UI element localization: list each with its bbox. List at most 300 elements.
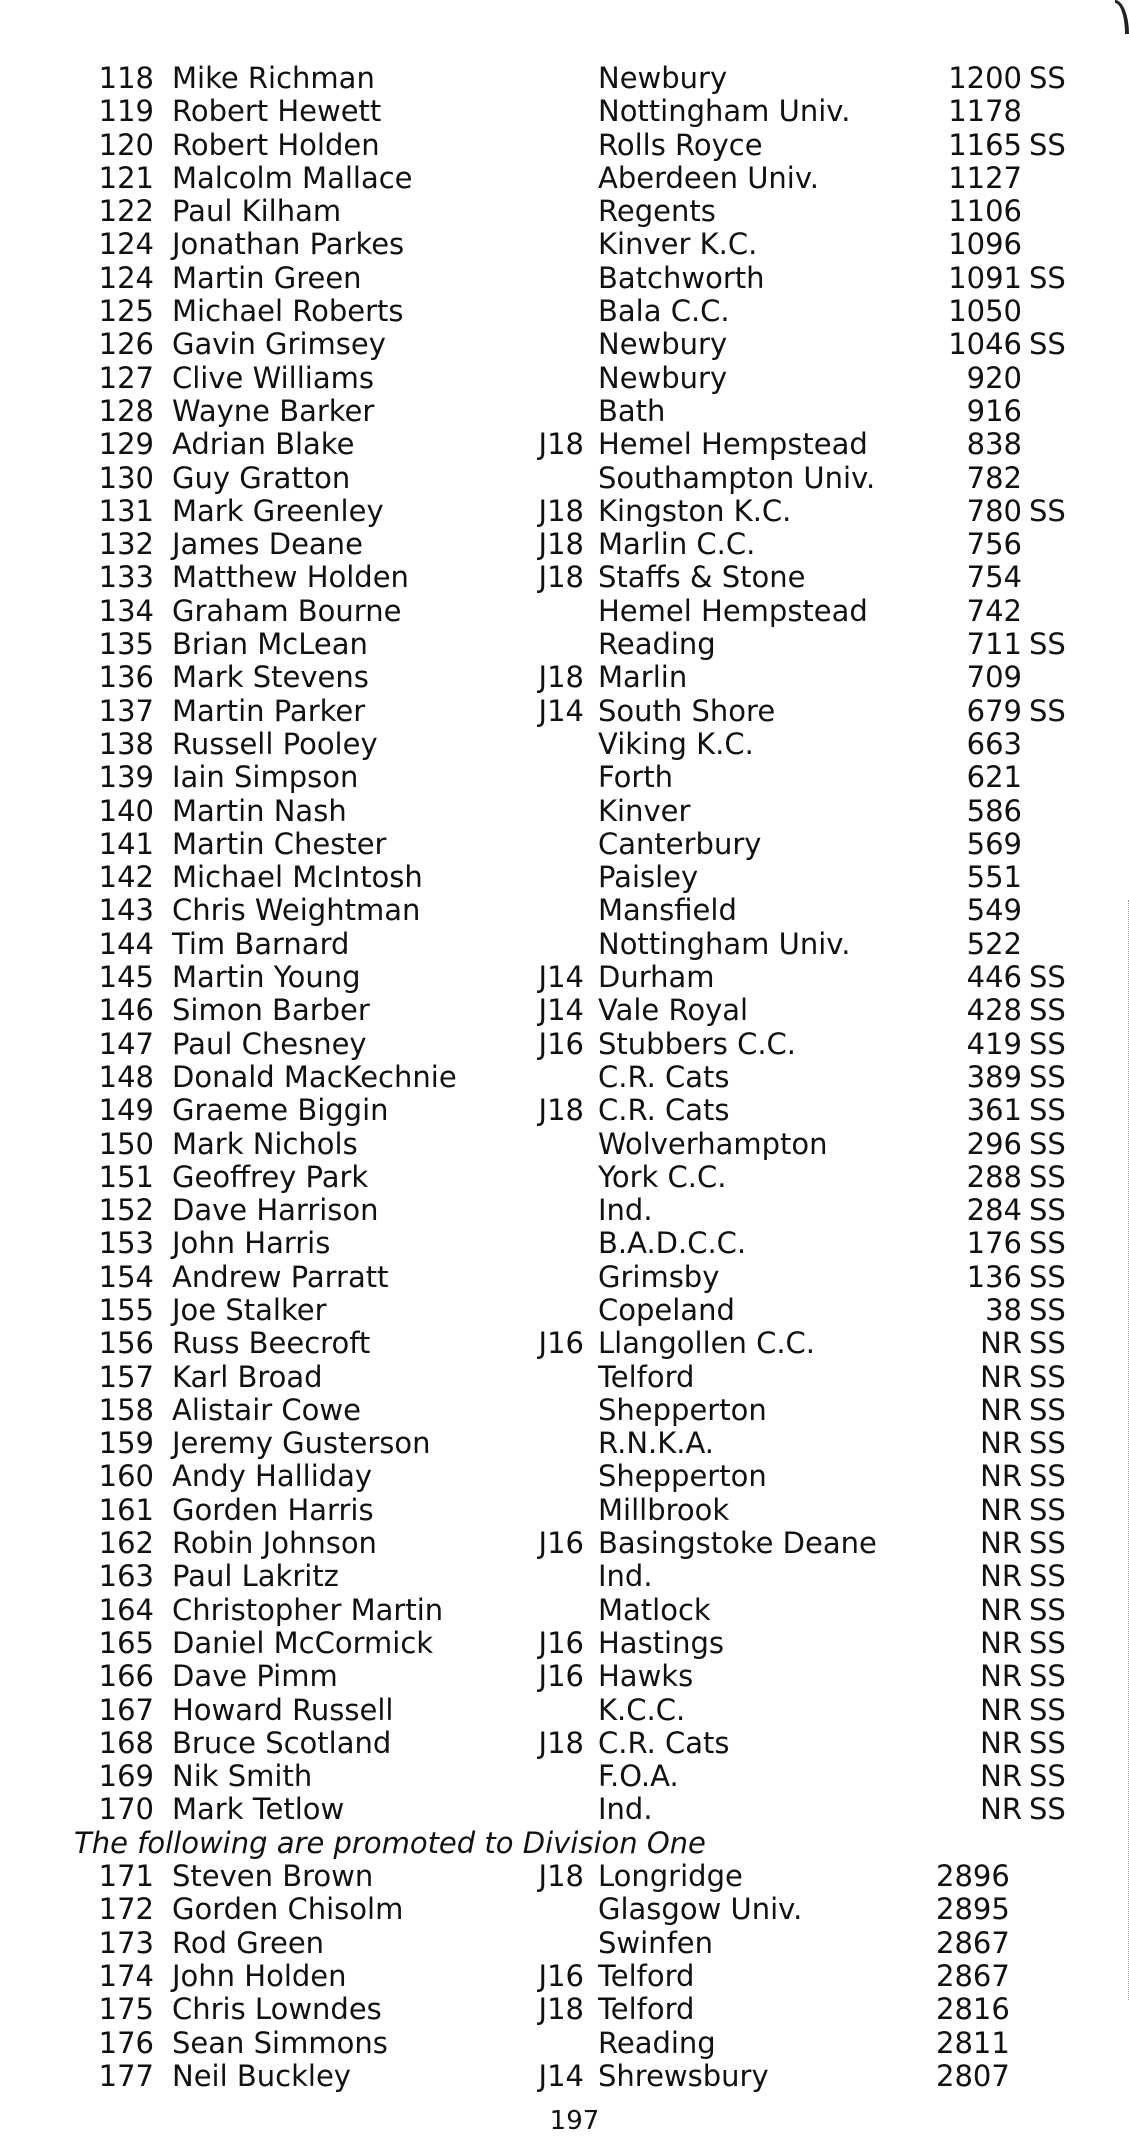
table-row xyxy=(0,1094,1129,1127)
rank-number: 148 xyxy=(98,1059,154,1094)
ranking-score: 2816 xyxy=(936,1992,1010,2027)
player-name: Tim Barnard xyxy=(172,926,350,961)
table-row xyxy=(0,1660,1129,1693)
table-row xyxy=(0,1860,1129,1893)
club-name: Ind. xyxy=(598,1559,653,1594)
table-row xyxy=(0,62,1129,95)
table-row xyxy=(0,162,1129,195)
status-flag: SS xyxy=(1029,327,1066,362)
table-row xyxy=(0,595,1129,628)
ranking-score: 711 xyxy=(966,627,1022,662)
rank-number: 160 xyxy=(98,1459,154,1494)
junior-category: J16 xyxy=(538,1625,584,1660)
rank-number: 121 xyxy=(98,160,154,195)
club-name: C.R. Cats xyxy=(598,1725,730,1760)
page-number: 197 xyxy=(549,2106,600,2136)
rank-number: 150 xyxy=(98,1126,154,1161)
rank-number: 174 xyxy=(98,1958,154,1993)
ranking-score: 176 xyxy=(966,1226,1022,1261)
club-name: Hawks xyxy=(598,1659,694,1694)
ranking-score: 2895 xyxy=(936,1892,1010,1927)
table-row xyxy=(0,728,1129,761)
status-flag: SS xyxy=(1029,1326,1066,1361)
status-flag: SS xyxy=(1029,1126,1066,1161)
club-name: Longridge xyxy=(598,1859,743,1894)
club-name: B.A.D.C.C. xyxy=(598,1226,747,1261)
ranking-score: 549 xyxy=(966,893,1022,928)
player-name: Steven Brown xyxy=(172,1859,374,1894)
ranking-score: 920 xyxy=(966,360,1022,395)
player-name: Martin Parker xyxy=(172,693,366,728)
table-row xyxy=(0,1594,1129,1627)
ranking-score: NR xyxy=(980,1526,1022,1561)
ranking-score: 621 xyxy=(966,760,1022,795)
ranking-score: 2811 xyxy=(936,2025,1010,2060)
table-row xyxy=(0,1194,1129,1227)
rank-number: 161 xyxy=(98,1492,154,1527)
player-name: Mark Greenley xyxy=(172,493,384,528)
ranking-score: 780 xyxy=(966,493,1022,528)
ranking-score: 586 xyxy=(966,793,1022,828)
player-name: Russ Beecroft xyxy=(172,1326,371,1361)
rank-number: 142 xyxy=(98,860,154,895)
rank-number: 146 xyxy=(98,993,154,1028)
ranking-score: 2867 xyxy=(936,1925,1010,1960)
table-row xyxy=(0,262,1129,295)
player-name: Rod Green xyxy=(172,1925,325,1960)
rank-number: 149 xyxy=(98,1093,154,1128)
table-row xyxy=(0,1694,1129,1727)
player-name: Andrew Parratt xyxy=(172,1259,389,1294)
player-name: John Harris xyxy=(172,1226,331,1261)
rank-number: 166 xyxy=(98,1659,154,1694)
player-name: Neil Buckley xyxy=(172,2058,351,2093)
club-name: Marlin xyxy=(598,660,688,695)
club-name: Nottingham Univ. xyxy=(598,94,851,129)
rank-number: 145 xyxy=(98,960,154,995)
club-name: C.R. Cats xyxy=(598,1059,730,1094)
ranking-score: 1050 xyxy=(948,294,1022,329)
status-flag: SS xyxy=(1029,693,1066,728)
ranking-score: 551 xyxy=(966,860,1022,895)
rank-number: 125 xyxy=(98,294,154,329)
table-row xyxy=(0,1527,1129,1560)
rank-number: 175 xyxy=(98,1992,154,2027)
club-name: R.N.K.A. xyxy=(598,1426,715,1461)
player-name: Robert Holden xyxy=(172,127,380,162)
ranking-score: 782 xyxy=(966,460,1022,495)
ranking-score: 288 xyxy=(966,1159,1022,1194)
ranking-score: 1046 xyxy=(948,327,1022,362)
club-name: Kinver xyxy=(598,793,691,828)
club-name: Durham xyxy=(598,960,715,995)
rank-number: 167 xyxy=(98,1692,154,1727)
player-name: Jonathan Parkes xyxy=(172,227,405,262)
ranking-score: NR xyxy=(980,1625,1022,1660)
rank-number: 136 xyxy=(98,660,154,695)
junior-category: J18 xyxy=(538,1725,584,1760)
status-flag: SS xyxy=(1029,960,1066,995)
table-row xyxy=(0,1993,1129,2026)
player-name: Graeme Biggin xyxy=(172,1093,389,1128)
status-flag: SS xyxy=(1029,1625,1066,1660)
club-name: Reading xyxy=(598,627,716,662)
player-name: Geoffrey Park xyxy=(172,1159,369,1194)
club-name: Staffs & Stone xyxy=(598,560,806,595)
club-name: Llangollen C.C. xyxy=(598,1326,816,1361)
table-row xyxy=(0,1927,1129,1960)
status-flag: SS xyxy=(1029,1026,1066,1061)
table-row xyxy=(0,861,1129,894)
rank-number: 162 xyxy=(98,1526,154,1561)
junior-category: J18 xyxy=(538,527,584,562)
rank-number: 154 xyxy=(98,1259,154,1294)
rank-number: 144 xyxy=(98,926,154,961)
status-flag: SS xyxy=(1029,627,1066,662)
club-name: South Shore xyxy=(598,693,776,728)
club-name: Shepperton xyxy=(598,1392,767,1427)
ranking-score: 709 xyxy=(966,660,1022,695)
player-name: Robin Johnson xyxy=(172,1526,377,1561)
rank-number: 120 xyxy=(98,127,154,162)
table-row xyxy=(0,1793,1129,1826)
status-flag: SS xyxy=(1029,1259,1066,1294)
table-row xyxy=(0,362,1129,395)
player-name: Joe Stalker xyxy=(172,1292,327,1327)
table-row xyxy=(0,1227,1129,1260)
club-name: Kinver K.C. xyxy=(598,227,758,262)
player-name: Martin Nash xyxy=(172,793,347,828)
status-flag: SS xyxy=(1029,1659,1066,1694)
rank-number: 131 xyxy=(98,493,154,528)
rank-number: 119 xyxy=(98,94,154,129)
table-row xyxy=(0,395,1129,428)
ranking-score: 1096 xyxy=(948,227,1022,262)
player-name: Sean Simmons xyxy=(172,2025,388,2060)
rank-number: 137 xyxy=(98,693,154,728)
club-name: Telford xyxy=(598,1958,695,1993)
rank-number: 147 xyxy=(98,1026,154,1061)
player-name: Adrian Blake xyxy=(172,427,355,462)
player-name: Paul Lakritz xyxy=(172,1559,339,1594)
rank-number: 172 xyxy=(98,1892,154,1927)
club-name: Southampton Univ. xyxy=(598,460,876,495)
rank-number: 133 xyxy=(98,560,154,595)
ranking-score: 1091 xyxy=(948,260,1022,295)
player-name: Clive Williams xyxy=(172,360,374,395)
player-name: Gavin Grimsey xyxy=(172,327,386,362)
club-name: C.R. Cats xyxy=(598,1093,730,1128)
rank-number: 127 xyxy=(98,360,154,395)
player-name: Mike Richman xyxy=(172,61,375,95)
rank-number: 173 xyxy=(98,1925,154,1960)
table-row xyxy=(0,628,1129,661)
club-name: Matlock xyxy=(598,1592,711,1627)
player-name: Wayne Barker xyxy=(172,393,375,428)
rank-number: 129 xyxy=(98,427,154,462)
rank-number: 128 xyxy=(98,393,154,428)
rank-number: 132 xyxy=(98,527,154,562)
table-row xyxy=(0,1394,1129,1427)
table-row xyxy=(0,961,1129,994)
club-name: Paisley xyxy=(598,860,699,895)
junior-category: J16 xyxy=(538,1659,584,1694)
ranking-score: 419 xyxy=(966,1026,1022,1061)
player-name: Brian McLean xyxy=(172,627,368,662)
table-row xyxy=(0,1494,1129,1527)
club-name: Kingston K.C. xyxy=(598,493,792,528)
ranking-score: 569 xyxy=(966,826,1022,861)
table-row xyxy=(0,428,1129,461)
ranking-score: 1200 xyxy=(948,61,1022,95)
junior-category: J14 xyxy=(538,993,584,1028)
table-row xyxy=(0,495,1129,528)
player-name: James Deane xyxy=(172,527,363,562)
table-row xyxy=(0,1061,1129,1094)
rank-number: 158 xyxy=(98,1392,154,1427)
player-name: Martin Green xyxy=(172,260,362,295)
rank-number: 134 xyxy=(98,593,154,628)
status-flag: SS xyxy=(1029,1526,1066,1561)
table-row xyxy=(0,761,1129,794)
club-name: Glasgow Univ. xyxy=(598,1892,803,1927)
status-flag: SS xyxy=(1029,1226,1066,1261)
player-name: Howard Russell xyxy=(172,1692,394,1727)
table-row xyxy=(0,2027,1129,2060)
status-flag: SS xyxy=(1029,1359,1066,1394)
player-name: Michael McIntosh xyxy=(172,860,423,895)
status-flag: SS xyxy=(1029,1592,1066,1627)
club-name: K.C.C. xyxy=(598,1692,686,1727)
ranking-score: 296 xyxy=(966,1126,1022,1161)
club-name: Ind. xyxy=(598,1792,653,1827)
table-row xyxy=(0,894,1129,927)
division-rankings xyxy=(0,62,1129,1827)
table-row xyxy=(0,1028,1129,1061)
rank-number: 124 xyxy=(98,260,154,295)
ranking-score: 916 xyxy=(966,393,1022,428)
player-name: Bruce Scotland xyxy=(172,1725,392,1760)
club-name: Regents xyxy=(598,194,716,229)
table-row xyxy=(0,561,1129,594)
table-row xyxy=(0,1893,1129,1926)
club-name: Swinfen xyxy=(598,1925,713,1960)
rank-number: 118 xyxy=(98,61,154,95)
rank-number: 176 xyxy=(98,2025,154,2060)
player-name: Martin Chester xyxy=(172,826,387,861)
table-row xyxy=(0,1727,1129,1760)
club-name: Shepperton xyxy=(598,1459,767,1494)
club-name: Millbrook xyxy=(598,1492,730,1527)
club-name: Newbury xyxy=(598,61,728,95)
player-name: Simon Barber xyxy=(172,993,370,1028)
table-row xyxy=(0,1560,1129,1593)
player-name: Karl Broad xyxy=(172,1359,323,1394)
table-row xyxy=(0,1427,1129,1460)
rank-number: 156 xyxy=(98,1326,154,1361)
ranking-score: NR xyxy=(980,1359,1022,1394)
table-row xyxy=(0,462,1129,495)
promoted-heading: The following are promoted to Division One xyxy=(74,1825,706,1860)
player-name: Dave Harrison xyxy=(172,1193,379,1228)
status-flag: SS xyxy=(1029,260,1066,295)
club-name: Rolls Royce xyxy=(598,127,763,162)
ranking-score: 38 xyxy=(985,1292,1022,1327)
club-name: Copeland xyxy=(598,1292,735,1327)
club-name: Bala C.C. xyxy=(598,294,730,329)
club-name: Bath xyxy=(598,393,666,428)
player-name: Mark Stevens xyxy=(172,660,369,695)
rank-number: 177 xyxy=(98,2058,154,2093)
rank-number: 126 xyxy=(98,327,154,362)
rank-number: 151 xyxy=(98,1159,154,1194)
rank-number: 140 xyxy=(98,793,154,828)
table-row xyxy=(0,695,1129,728)
table-row xyxy=(0,661,1129,694)
club-name: Aberdeen Univ. xyxy=(598,160,819,195)
player-name: Mark Tetlow xyxy=(172,1792,345,1827)
club-name: Batchworth xyxy=(598,260,765,295)
table-row xyxy=(0,295,1129,328)
status-flag: SS xyxy=(1029,1292,1066,1327)
junior-category: J18 xyxy=(538,1859,584,1894)
table-row xyxy=(0,1261,1129,1294)
club-name: Hastings xyxy=(598,1625,725,1660)
ranking-score: 838 xyxy=(966,427,1022,462)
ranking-score: 679 xyxy=(966,693,1022,728)
rank-number: 159 xyxy=(98,1426,154,1461)
table-row xyxy=(0,228,1129,261)
rank-number: 124 xyxy=(98,227,154,262)
status-flag: SS xyxy=(1029,61,1066,95)
junior-category: J18 xyxy=(538,1992,584,2027)
rank-number: 168 xyxy=(98,1725,154,1760)
ranking-score: 756 xyxy=(966,527,1022,562)
player-name: Christopher Martin xyxy=(172,1592,444,1627)
rank-number: 171 xyxy=(98,1859,154,1894)
table-row xyxy=(0,795,1129,828)
ranking-score: 2896 xyxy=(936,1859,1010,1894)
club-name: Viking K.C. xyxy=(598,726,754,761)
player-name: Andy Halliday xyxy=(172,1459,373,1494)
rank-number: 155 xyxy=(98,1292,154,1327)
player-name: Chris Lowndes xyxy=(172,1992,382,2027)
player-name: Iain Simpson xyxy=(172,760,359,795)
junior-category: J16 xyxy=(538,1958,584,1993)
player-name: Daniel McCormick xyxy=(172,1625,434,1660)
junior-category: J14 xyxy=(538,693,584,728)
ranking-score: 361 xyxy=(966,1093,1022,1128)
status-flag: SS xyxy=(1029,1426,1066,1461)
club-name: Newbury xyxy=(598,327,728,362)
ranking-score: 754 xyxy=(966,560,1022,595)
junior-category: J18 xyxy=(538,560,584,595)
status-flag: SS xyxy=(1029,1759,1066,1794)
junior-category: J18 xyxy=(538,427,584,462)
club-name: Basingstoke Deane xyxy=(598,1526,877,1561)
player-name: Mark Nichols xyxy=(172,1126,358,1161)
page-corner-curl xyxy=(1115,0,1129,34)
player-name: Chris Weightman xyxy=(172,893,421,928)
table-row xyxy=(0,1460,1129,1493)
ranking-score: NR xyxy=(980,1459,1022,1494)
player-name: Paul Kilham xyxy=(172,194,342,229)
player-name: Malcolm Mallace xyxy=(172,160,413,195)
ranking-score: NR xyxy=(980,1725,1022,1760)
ranking-score: 663 xyxy=(966,726,1022,761)
rank-number: 138 xyxy=(98,726,154,761)
club-name: Shrewsbury xyxy=(598,2058,769,2093)
table-row xyxy=(0,95,1129,128)
table-row xyxy=(0,1128,1129,1161)
status-flag: SS xyxy=(1029,493,1066,528)
ranking-score: 522 xyxy=(966,926,1022,961)
club-name: York C.C. xyxy=(598,1159,727,1194)
status-flag: SS xyxy=(1029,993,1066,1028)
status-flag: SS xyxy=(1029,127,1066,162)
rank-number: 122 xyxy=(98,194,154,229)
promoted-heading-row xyxy=(0,1827,1129,1860)
ranking-score: 1127 xyxy=(948,160,1022,195)
ranking-score: NR xyxy=(980,1792,1022,1827)
club-name: F.O.A. xyxy=(598,1759,679,1794)
club-name: Telford xyxy=(598,1359,695,1394)
table-row xyxy=(0,928,1129,961)
junior-category: J14 xyxy=(538,960,584,995)
ranking-score: 446 xyxy=(966,960,1022,995)
status-flag: SS xyxy=(1029,1459,1066,1494)
player-name: Dave Pimm xyxy=(172,1659,338,1694)
table-row xyxy=(0,528,1129,561)
ranking-score: 389 xyxy=(966,1059,1022,1094)
status-flag: SS xyxy=(1029,1093,1066,1128)
ranking-score: 1165 xyxy=(948,127,1022,162)
club-name: Marlin C.C. xyxy=(598,527,756,562)
junior-category: J14 xyxy=(538,2058,584,2093)
table-row xyxy=(0,1627,1129,1660)
club-name: Mansfield xyxy=(598,893,737,928)
club-name: Forth xyxy=(598,760,674,795)
table-row xyxy=(0,1361,1129,1394)
player-name: Jeremy Gusterson xyxy=(172,1426,431,1461)
status-flag: SS xyxy=(1029,1559,1066,1594)
junior-category: J16 xyxy=(538,1526,584,1561)
junior-category: J16 xyxy=(538,1326,584,1361)
table-row xyxy=(0,1294,1129,1327)
rank-number: 143 xyxy=(98,893,154,928)
ranking-score: 742 xyxy=(966,593,1022,628)
rank-number: 130 xyxy=(98,460,154,495)
club-name: Hemel Hempstead xyxy=(598,593,868,628)
ranking-score: NR xyxy=(980,1592,1022,1627)
club-name: Hemel Hempstead xyxy=(598,427,868,462)
ranking-score: NR xyxy=(980,1692,1022,1727)
club-name: Canterbury xyxy=(598,826,762,861)
rank-number: 163 xyxy=(98,1559,154,1594)
status-flag: SS xyxy=(1029,1059,1066,1094)
rank-number: 164 xyxy=(98,1592,154,1627)
ranking-score: NR xyxy=(980,1392,1022,1427)
club-name: Wolverhampton xyxy=(598,1126,828,1161)
junior-category: J16 xyxy=(538,1026,584,1061)
rank-number: 165 xyxy=(98,1625,154,1660)
player-name: Robert Hewett xyxy=(172,94,382,129)
player-name: Michael Roberts xyxy=(172,294,404,329)
rank-number: 153 xyxy=(98,1226,154,1261)
player-name: Martin Young xyxy=(172,960,361,995)
club-name: Telford xyxy=(598,1992,695,2027)
ranking-score: 428 xyxy=(966,993,1022,1028)
